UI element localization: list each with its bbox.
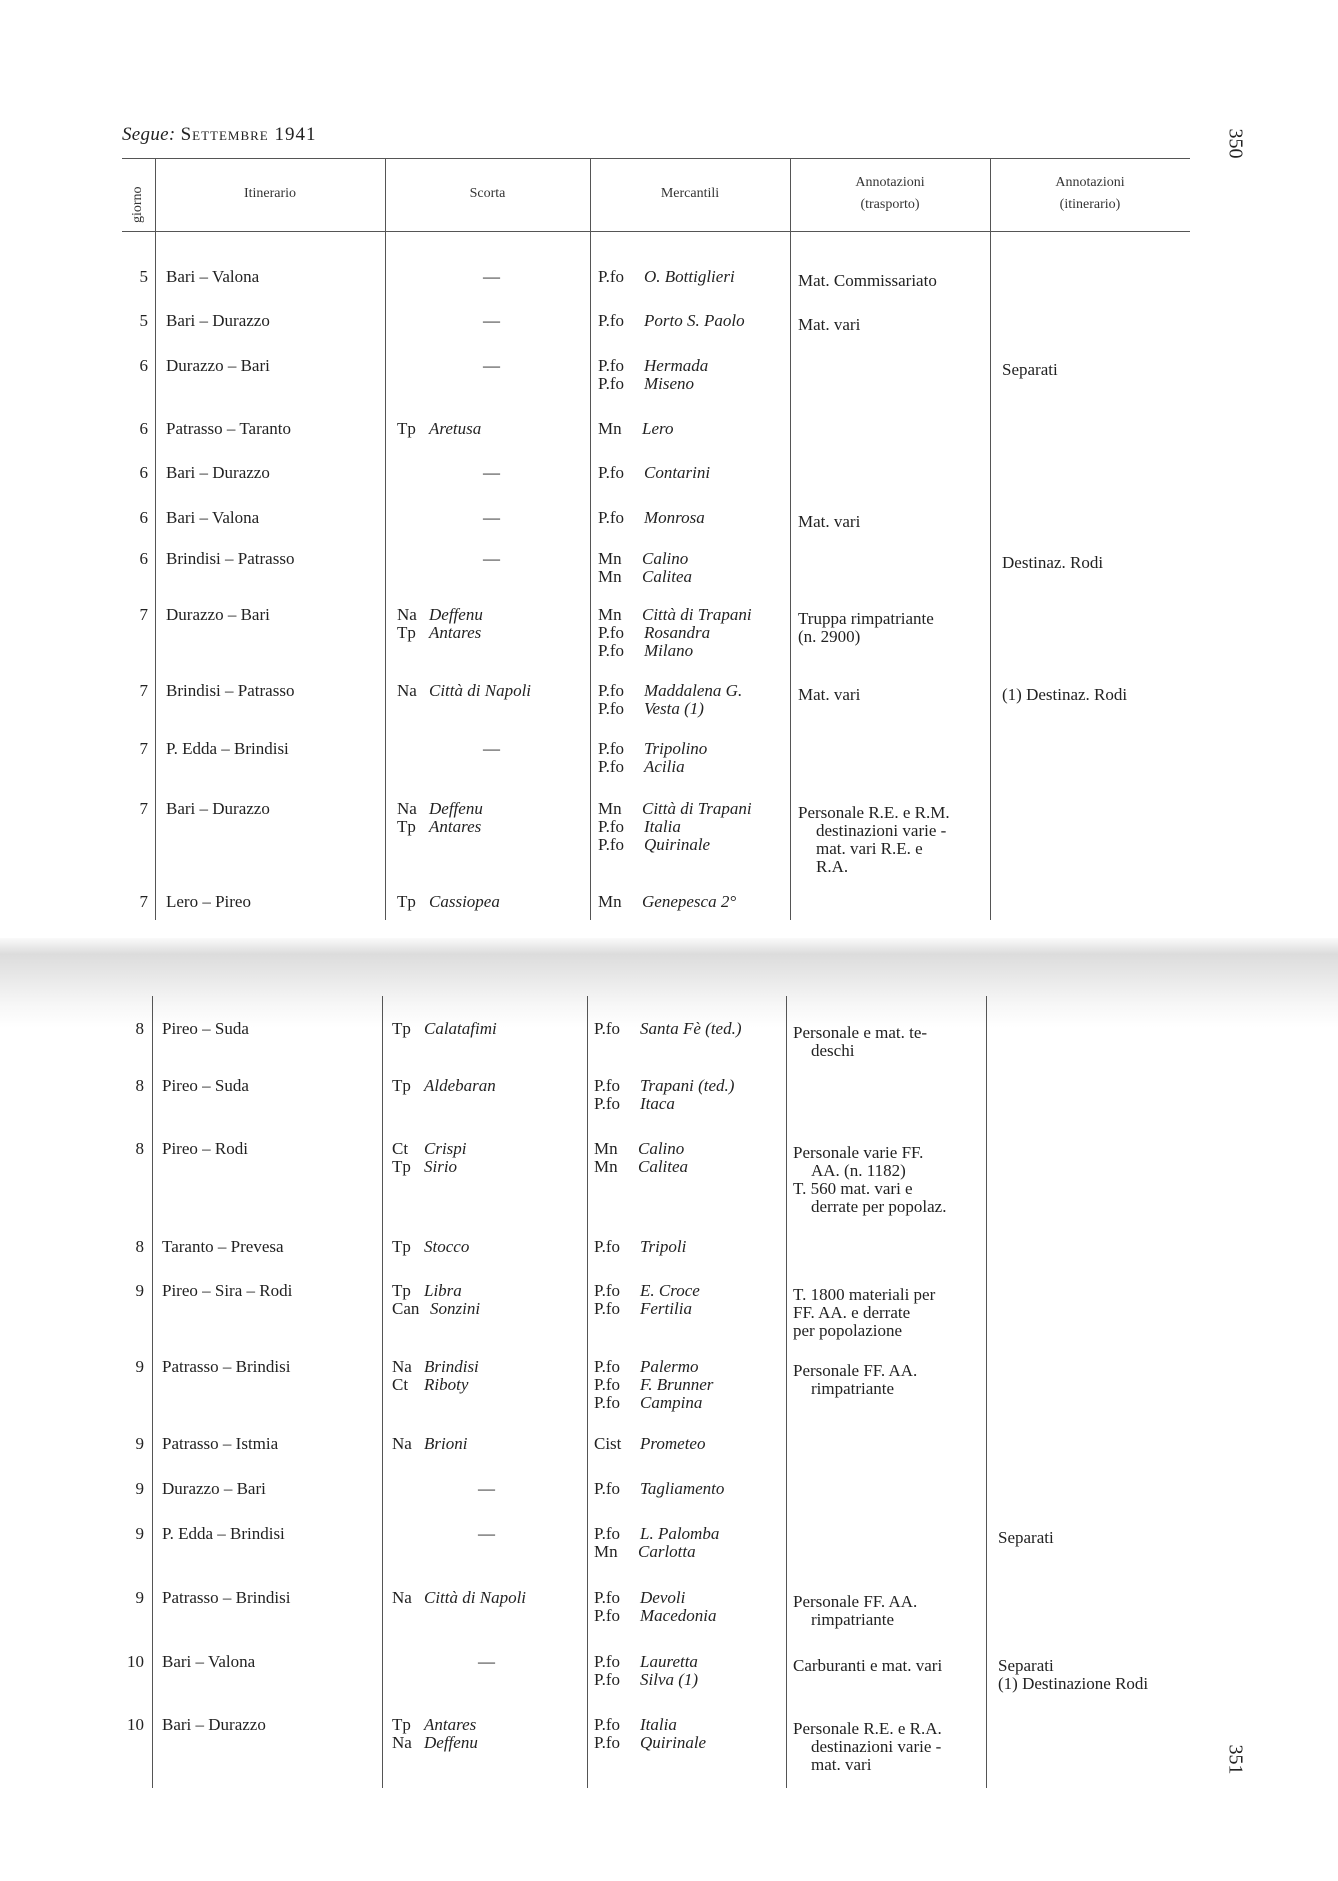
- row-mercantile-type: P.fo: [594, 1715, 620, 1734]
- row-day: 10: [127, 1715, 144, 1734]
- row-scorta-none: —: [483, 267, 500, 286]
- row-scorta-none: —: [483, 311, 500, 330]
- row-mercantile-ship: Lero: [642, 419, 674, 438]
- row-itinerario: Patrasso – Taranto: [166, 419, 292, 438]
- row-mercantile-ship: Genepesca 2°: [642, 892, 737, 911]
- row-mercantile-ship: Maddalena G.: [644, 681, 743, 700]
- row-annotazione-trasporto: AA. (n. 1182): [811, 1161, 906, 1180]
- row-mercantile-type: P.fo: [594, 1281, 620, 1300]
- header-top-rule: [122, 158, 1190, 159]
- row-day: 6: [139, 508, 148, 527]
- row-day: 5: [139, 311, 148, 330]
- row-mercantile-ship: Vesta (1): [644, 699, 704, 718]
- row-annotazione-trasporto: Personale e mat. te-: [793, 1023, 928, 1042]
- row-mercantile-ship: F. Brunner: [640, 1375, 714, 1394]
- row-scorta-type: Ct: [392, 1139, 409, 1158]
- row-mercantile-type: P.fo: [594, 1375, 620, 1394]
- row-itinerario: Brindisi – Patrasso: [166, 681, 295, 700]
- row-mercantile-type: Mn: [598, 419, 622, 438]
- col-header-annotazioni-trasporto-line1: Annotazioni: [855, 175, 925, 190]
- row-annotazione-trasporto: Personale FF. AA.: [793, 1361, 918, 1380]
- row-scorta-ship: Calatafimi: [424, 1019, 497, 1038]
- row-annotazione-trasporto: deschi: [811, 1041, 855, 1060]
- row-itinerario: Pireo – Rodi: [162, 1139, 248, 1158]
- row-mercantile-type: Mn: [594, 1157, 618, 1176]
- row-itinerario: Durazzo – Bari: [166, 356, 270, 375]
- row-mercantile-type: Mn: [598, 605, 622, 624]
- col-rule: [986, 996, 987, 1788]
- row-mercantile-type: P.fo: [598, 623, 624, 642]
- row-mercantile-type: P.fo: [594, 1094, 620, 1113]
- row-mercantile-ship: Italia: [644, 817, 681, 836]
- col-rule: [152, 996, 153, 1788]
- row-day: 9: [135, 1434, 144, 1453]
- row-mercantile-ship: Lauretta: [640, 1652, 698, 1671]
- row-itinerario: Durazzo – Bari: [166, 605, 270, 624]
- row-mercantile-ship: Silva (1): [640, 1670, 699, 1689]
- row-scorta-ship: Deffenu: [429, 799, 483, 818]
- row-scorta-ship: Deffenu: [424, 1733, 478, 1752]
- row-itinerario: Bari – Durazzo: [166, 799, 270, 818]
- row-annotazione-trasporto: Mat. vari: [798, 512, 861, 531]
- row-mercantile-ship: Italia: [640, 1715, 677, 1734]
- row-mercantile-type: Mn: [598, 799, 622, 818]
- row-mercantile-type: Mn: [598, 892, 622, 911]
- row-day: 5: [139, 267, 148, 286]
- row-mercantile-ship: Campina: [640, 1393, 703, 1412]
- row-mercantile-ship: Città di Trapani: [642, 799, 752, 818]
- row-itinerario: Pireo – Suda: [162, 1019, 249, 1038]
- row-scorta-ship: Brindisi: [424, 1357, 479, 1376]
- row-mercantile-type: P.fo: [594, 1670, 620, 1689]
- row-annotazione-trasporto: Mat. vari: [798, 315, 861, 334]
- row-itinerario: Bari – Durazzo: [166, 463, 270, 482]
- row-mercantile-ship: Calino: [638, 1139, 685, 1158]
- row-mercantile-ship: E. Croce: [640, 1281, 700, 1300]
- row-mercantile-type: P.fo: [594, 1588, 620, 1607]
- row-annotazione-trasporto: Personale varie FF.: [793, 1143, 924, 1162]
- row-scorta-ship: Antares: [429, 623, 482, 642]
- header-bottom-rule: [122, 231, 1190, 232]
- row-mercantile-ship: Calitea: [642, 567, 693, 586]
- row-annotazione-trasporto: Personale R.E. e R.M.: [798, 803, 950, 822]
- row-scorta-type: Ct: [392, 1375, 409, 1394]
- row-itinerario: P. Edda – Brindisi: [166, 739, 289, 758]
- row-day: 9: [135, 1357, 144, 1376]
- row-annotazione-trasporto: destinazioni varie -: [811, 1737, 942, 1756]
- row-scorta-type: Tp: [397, 817, 416, 836]
- row-scorta-type: Tp: [392, 1281, 411, 1300]
- row-scorta-type: Tp: [392, 1237, 411, 1256]
- row-itinerario: Patrasso – Brindisi: [162, 1588, 291, 1607]
- row-itinerario: Durazzo – Bari: [162, 1479, 266, 1498]
- row-mercantile-type: P.fo: [594, 1524, 620, 1543]
- row-scorta-none: —: [478, 1524, 495, 1543]
- row-mercantile-ship: Tagliamento: [640, 1479, 725, 1498]
- col-rule: [990, 158, 991, 920]
- row-scorta-type: Na: [397, 605, 417, 624]
- row-itinerario: Bari – Valona: [162, 1652, 256, 1671]
- row-annotazione-itinerario: (1) Destinazione Rodi: [998, 1674, 1149, 1693]
- row-mercantile-ship: Acilia: [644, 757, 685, 776]
- row-scorta-ship: Libra: [424, 1281, 462, 1300]
- row-mercantile-type: P.fo: [594, 1479, 620, 1498]
- row-mercantile-type: P.fo: [598, 463, 624, 482]
- row-day: 6: [139, 463, 148, 482]
- row-scorta-type: Na: [397, 799, 417, 818]
- row-mercantile-type: P.fo: [598, 311, 624, 330]
- row-scorta-none: —: [483, 463, 500, 482]
- row-day: 7: [139, 605, 148, 624]
- row-scorta-ship: Antares: [424, 1715, 477, 1734]
- row-mercantile-ship: Santa Fè (ted.): [640, 1019, 742, 1038]
- row-mercantile-ship: Hermada: [644, 356, 709, 375]
- row-scorta-type: Na: [392, 1434, 412, 1453]
- row-mercantile-ship: Itaca: [640, 1094, 675, 1113]
- row-mercantile-type: P.fo: [594, 1019, 620, 1038]
- row-itinerario: Lero – Pireo: [166, 892, 251, 911]
- row-mercantile-type: P.fo: [594, 1393, 620, 1412]
- row-scorta-type: Tp: [392, 1019, 411, 1038]
- row-itinerario: Bari – Valona: [166, 508, 260, 527]
- row-scorta-type: Tp: [397, 892, 416, 911]
- row-annotazione-trasporto: R.A.: [816, 857, 849, 876]
- row-mercantile-type: Mn: [594, 1139, 618, 1158]
- row-day: 6: [139, 549, 148, 568]
- row-mercantile-type: Mn: [598, 567, 622, 586]
- row-annotazione-trasporto: T. 1800 materiali per: [793, 1285, 936, 1304]
- row-annotazione-trasporto: T. 560 mat. vari e: [793, 1179, 913, 1198]
- row-day: 7: [139, 681, 148, 700]
- row-mercantile-type: P.fo: [598, 817, 624, 836]
- row-annotazione-trasporto: destinazioni varie -: [816, 821, 947, 840]
- col-rule: [385, 158, 386, 920]
- row-mercantile-ship: Monrosa: [644, 508, 705, 527]
- row-mercantile-type: P.fo: [598, 739, 624, 758]
- page-number-bottom: 351: [1224, 1744, 1247, 1775]
- row-mercantile-ship: Rosandra: [644, 623, 711, 642]
- row-annotazione-itinerario: Separati: [1002, 360, 1058, 379]
- row-annotazione-trasporto: FF. AA. e derrate: [793, 1303, 911, 1322]
- row-scorta-none: —: [483, 549, 500, 568]
- row-annotazione-trasporto: rimpatriante: [811, 1379, 895, 1398]
- row-scorta-none: —: [483, 508, 500, 527]
- row-scorta-none: —: [478, 1652, 495, 1671]
- row-mercantile-type: P.fo: [598, 699, 624, 718]
- row-mercantile-type: P.fo: [594, 1076, 620, 1095]
- col-header-scorta: Scorta: [469, 186, 506, 201]
- row-scorta-ship: Aldebaran: [424, 1076, 496, 1095]
- row-mercantile-ship: Calitea: [638, 1157, 689, 1176]
- row-mercantile-type: P.fo: [598, 267, 624, 286]
- row-scorta-ship: Città di Napoli: [424, 1588, 527, 1607]
- row-mercantile-type: P.fo: [594, 1357, 620, 1376]
- row-mercantile-ship: Prometeo: [640, 1434, 706, 1453]
- col-rule: [590, 158, 591, 920]
- row-itinerario: Pireo – Sira – Rodi: [162, 1281, 293, 1300]
- row-scorta-type: Tp: [392, 1076, 411, 1095]
- row-mercantile-type: P.fo: [594, 1733, 620, 1752]
- row-scorta-none: —: [478, 1479, 495, 1498]
- row-scorta-ship: Antares: [429, 817, 482, 836]
- row-scorta-type: Na: [392, 1357, 412, 1376]
- row-mercantile-type: P.fo: [598, 641, 624, 660]
- month-title: Settembre 1941: [180, 124, 317, 145]
- row-annotazione-trasporto: Personale FF. AA.: [793, 1592, 918, 1611]
- row-mercantile-ship: Porto S. Paolo: [644, 311, 745, 330]
- row-itinerario: Taranto – Prevesa: [162, 1237, 284, 1256]
- row-mercantile-ship: Miseno: [644, 374, 695, 393]
- row-scorta-ship: Sirio: [424, 1157, 458, 1176]
- row-scorta-ship: Brioni: [424, 1434, 468, 1453]
- row-mercantile-ship: Milano: [644, 641, 694, 660]
- col-rule: [786, 996, 787, 1788]
- row-mercantile-type: P.fo: [594, 1237, 620, 1256]
- row-mercantile-ship: L. Palomba: [640, 1524, 720, 1543]
- col-rule: [155, 158, 156, 920]
- row-annotazione-trasporto: rimpatriante: [811, 1610, 895, 1629]
- row-mercantile-type: P.fo: [594, 1299, 620, 1318]
- row-mercantile-ship: Palermo: [640, 1357, 699, 1376]
- row-annotazione-trasporto: Truppa rimpatriante: [798, 609, 934, 628]
- col-header-annotazioni-trasporto: [790, 172, 990, 216]
- row-itinerario: Bari – Durazzo: [162, 1715, 266, 1734]
- row-scorta-ship: Riboty: [424, 1375, 469, 1394]
- row-mercantile-ship: Fertilia: [640, 1299, 692, 1318]
- row-itinerario: Pireo – Suda: [162, 1076, 249, 1095]
- row-annotazione-itinerario: Separati: [998, 1528, 1054, 1547]
- row-day: 6: [139, 419, 148, 438]
- row-mercantile-type: P.fo: [594, 1606, 620, 1625]
- row-annotazione-trasporto: Mat. Commissariato: [798, 271, 937, 290]
- row-annotazione-itinerario: Destinaz. Rodi: [1002, 553, 1104, 572]
- row-scorta-ship: Stocco: [424, 1237, 470, 1256]
- col-header-mercantili: Mercantili: [660, 186, 720, 201]
- col-rule: [790, 158, 791, 920]
- row-scorta-ship: Crispi: [424, 1139, 467, 1158]
- row-mercantile-ship: O. Bottiglieri: [644, 267, 735, 286]
- row-mercantile-ship: Contarini: [644, 463, 711, 482]
- row-annotazione-trasporto: Personale R.E. e R.A.: [793, 1719, 942, 1738]
- row-mercantile-ship: Quirinale: [644, 835, 711, 854]
- row-mercantile-ship: Calino: [642, 549, 689, 568]
- row-scorta-type: Na: [392, 1588, 412, 1607]
- row-mercantile-type: P.fo: [598, 508, 624, 527]
- col-header-annotazioni-itinerario-line2: (itinerario): [1059, 197, 1121, 212]
- row-scorta-none: —: [483, 356, 500, 375]
- row-scorta-type: Na: [397, 681, 417, 700]
- row-mercantile-type: P.fo: [598, 356, 624, 375]
- row-day: 8: [135, 1237, 144, 1256]
- row-day: 6: [139, 356, 148, 375]
- row-scorta-type: Tp: [392, 1157, 411, 1176]
- row-day: 7: [139, 799, 148, 818]
- row-scorta-type: Tp: [397, 419, 416, 438]
- row-mercantile-type: P.fo: [598, 681, 624, 700]
- row-mercantile-ship: Carlotta: [638, 1542, 696, 1561]
- col-header-itinerario: Itinerario: [243, 186, 297, 201]
- row-annotazione-itinerario: (1) Destinaz. Rodi: [1002, 685, 1128, 704]
- row-mercantile-type: P.fo: [594, 1652, 620, 1671]
- col-header-giorno: giorno: [130, 186, 145, 223]
- row-annotazione-trasporto: Mat. vari: [798, 685, 861, 704]
- row-mercantile-ship: Quirinale: [640, 1733, 707, 1752]
- row-scorta-ship: Aretusa: [429, 419, 482, 438]
- row-mercantile-type: Mn: [594, 1542, 618, 1561]
- row-itinerario: Patrasso – Istmia: [162, 1434, 279, 1453]
- row-itinerario: Bari – Valona: [166, 267, 260, 286]
- row-day: 8: [135, 1139, 144, 1158]
- row-day: 10: [127, 1652, 144, 1671]
- row-mercantile-ship: Tripoli: [640, 1237, 687, 1256]
- row-mercantile-ship: Devoli: [640, 1588, 686, 1607]
- row-scorta-ship: Sonzini: [430, 1299, 481, 1318]
- row-day: 9: [135, 1524, 144, 1543]
- row-annotazione-itinerario: Separati: [998, 1656, 1054, 1675]
- row-scorta-ship: Città di Napoli: [429, 681, 532, 700]
- row-mercantile-ship: Tripolino: [644, 739, 708, 758]
- row-mercantile-type: Cist: [594, 1434, 622, 1453]
- row-day: 7: [139, 739, 148, 758]
- row-itinerario: Patrasso – Brindisi: [162, 1357, 291, 1376]
- row-mercantile-ship: Trapani (ted.): [640, 1076, 735, 1095]
- row-mercantile-type: P.fo: [598, 757, 624, 776]
- page-number-top: 350: [1224, 128, 1247, 159]
- row-day: 7: [139, 892, 148, 911]
- row-mercantile-type: Mn: [598, 549, 622, 568]
- row-itinerario: Brindisi – Patrasso: [166, 549, 295, 568]
- row-scorta-none: —: [483, 739, 500, 758]
- col-header-annotazioni-itinerario: [990, 172, 1190, 216]
- row-scorta-type: Na: [392, 1733, 412, 1752]
- row-day: 9: [135, 1479, 144, 1498]
- row-scorta-type: Tp: [392, 1715, 411, 1734]
- col-header-annotazioni-itinerario-line1: Annotazioni: [1055, 175, 1125, 190]
- row-mercantile-type: P.fo: [598, 835, 624, 854]
- row-itinerario: Bari – Durazzo: [166, 311, 270, 330]
- row-day: 8: [135, 1019, 144, 1038]
- row-annotazione-trasporto: Carburanti e mat. vari: [793, 1656, 943, 1675]
- page-fold-shadow: [0, 938, 1338, 1028]
- row-itinerario: P. Edda – Brindisi: [162, 1524, 285, 1543]
- row-mercantile-ship: Città di Trapani: [642, 605, 752, 624]
- row-annotazione-trasporto: per popolazione: [793, 1321, 903, 1340]
- row-annotazione-trasporto: mat. vari: [811, 1755, 872, 1774]
- row-scorta-ship: Cassiopea: [429, 892, 500, 911]
- col-header-annotazioni-trasporto-line2: (trasporto): [860, 197, 920, 212]
- row-scorta-type: Can: [392, 1299, 420, 1318]
- row-annotazione-trasporto: (n. 2900): [798, 627, 861, 646]
- row-annotazione-trasporto: mat. vari R.E. e: [816, 839, 923, 858]
- row-scorta-ship: Deffenu: [429, 605, 483, 624]
- col-rule: [382, 996, 383, 1788]
- segue-label: Segue:: [122, 124, 176, 145]
- col-rule: [587, 996, 588, 1788]
- row-annotazione-trasporto: derrate per popolaz.: [811, 1197, 947, 1216]
- row-mercantile-ship: Macedonia: [640, 1606, 717, 1625]
- running-head: [122, 124, 317, 146]
- row-scorta-type: Tp: [397, 623, 416, 642]
- row-day: 9: [135, 1281, 144, 1300]
- row-day: 8: [135, 1076, 144, 1095]
- row-day: 9: [135, 1588, 144, 1607]
- row-mercantile-type: P.fo: [598, 374, 624, 393]
